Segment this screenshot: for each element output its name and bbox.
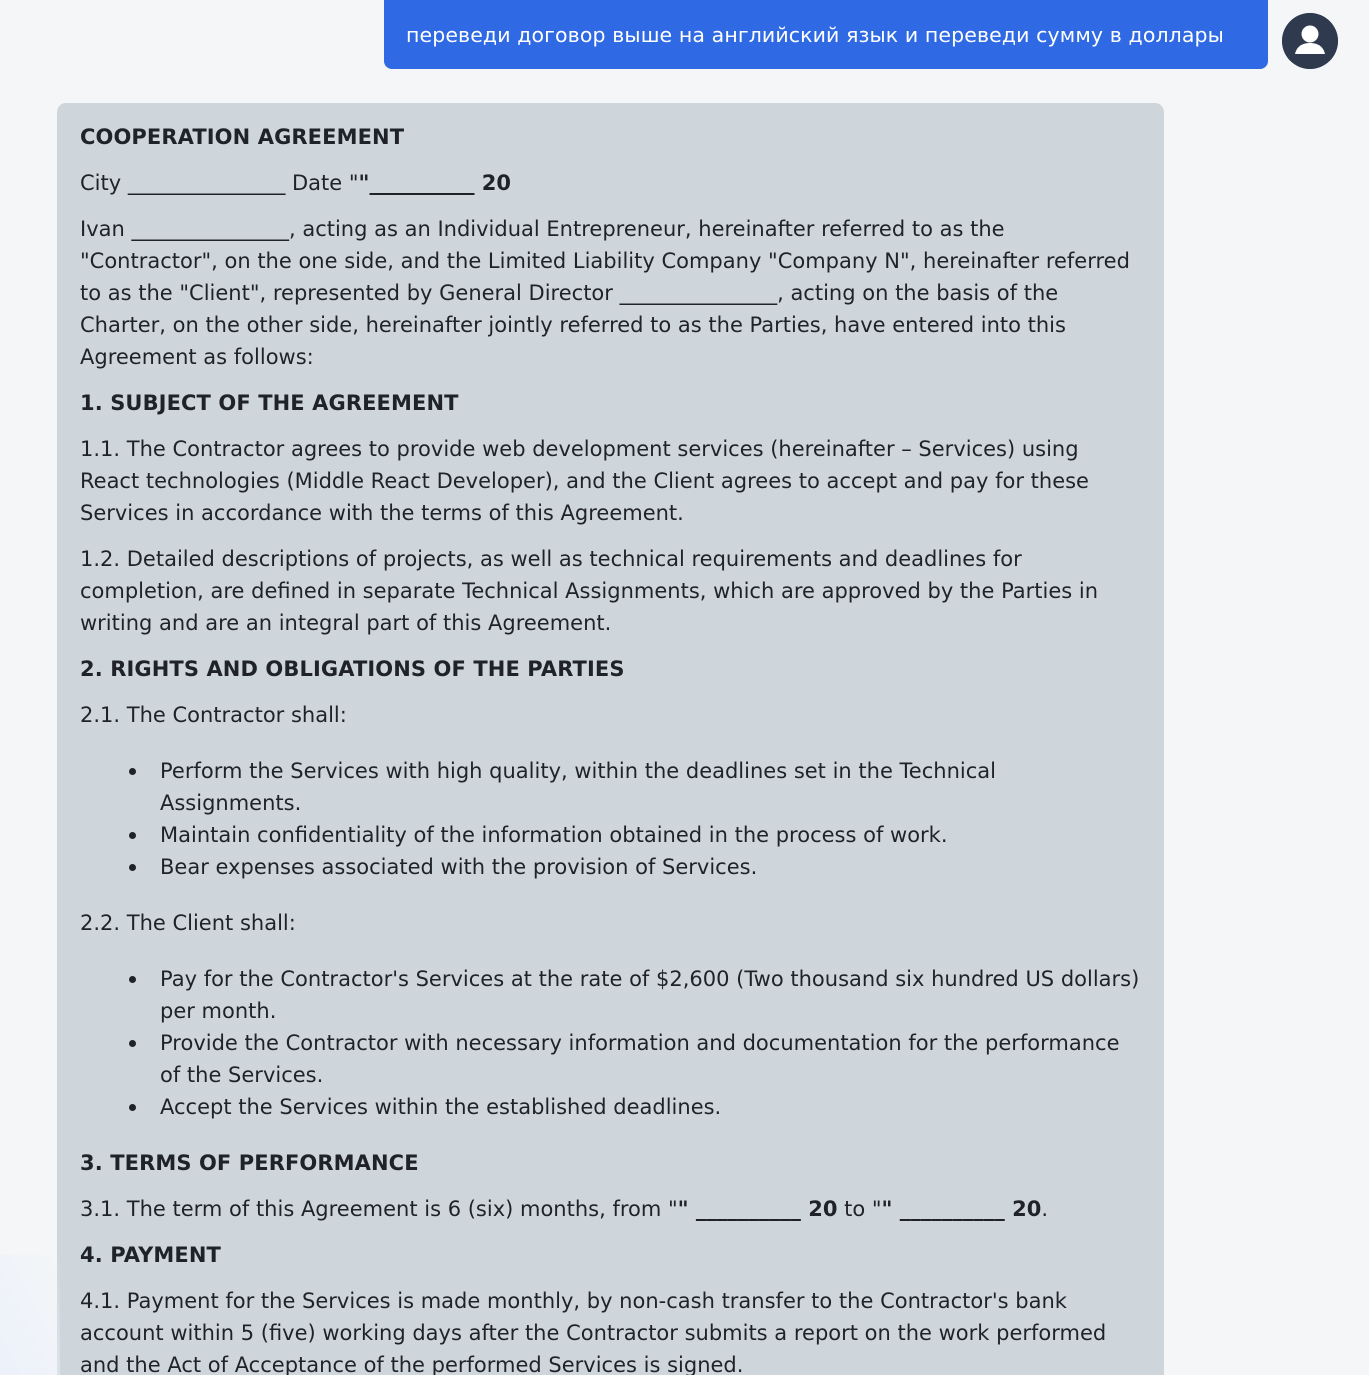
term-text-mid: to " bbox=[837, 1197, 882, 1221]
term-start-blank: " __________ 20 bbox=[677, 1197, 838, 1221]
list-item bbox=[160, 819, 1142, 851]
list-item-text: Perform the Services with high quality, within the deadlines set in the Technical Assignments. bbox=[160, 759, 996, 815]
list-item bbox=[160, 851, 1142, 883]
section-1-2: 1.2. Detailed descriptions of projects, as well as technical requirements and deadlines for completion, are defined in separate Technical Assignments, which are approved by the Parties in writing and are an integral part of this Agreement. bbox=[80, 547, 1099, 635]
section-2-2-intro: 2.2. The Client shall: bbox=[80, 911, 296, 935]
date-blank: "__________ 20 bbox=[358, 171, 512, 195]
assistant-message-bubble bbox=[57, 103, 1164, 1375]
list-item bbox=[160, 755, 1142, 819]
section-2-1-intro: 2.1. The Contractor shall: bbox=[80, 703, 347, 727]
section-2-heading: 2. RIGHTS AND OBLIGATIONS OF THE PARTIES bbox=[80, 657, 625, 681]
section-3-heading: 3. TERMS OF PERFORMANCE bbox=[80, 1151, 419, 1175]
contractor-obligations-list bbox=[80, 755, 1142, 883]
term-text-end: . bbox=[1041, 1197, 1049, 1221]
list-item-text: Accept the Services within the established deadlines. bbox=[160, 1095, 722, 1119]
list-item-text: Maintain confidentiality of the information obtained in the process of work. bbox=[160, 823, 948, 847]
city-date-line bbox=[80, 167, 1142, 199]
section-3-1 bbox=[80, 1193, 1142, 1225]
section-4-heading: 4. PAYMENT bbox=[80, 1243, 221, 1267]
list-item-text: Bear expenses associated with the provision of Services. bbox=[160, 855, 758, 879]
user-message-text: переведи договор выше на английский язык и переведи сумму в доллары bbox=[406, 22, 1224, 47]
city-label: City _______________ Date " bbox=[80, 171, 359, 195]
section-1-1: 1.1. The Contractor agrees to provide web development services (hereinafter – Services) using React technologies (Middle React Developer), and the Client agrees to accept and pay for these Services in accordance with the terms of this Agreement. bbox=[80, 437, 1089, 525]
list-item bbox=[160, 1091, 1142, 1123]
term-text-start: 3.1. The term of this Agreement is 6 (six) months, from " bbox=[80, 1197, 678, 1221]
user-message-bubble bbox=[384, 0, 1268, 69]
section-1-heading: 1. SUBJECT OF THE AGREEMENT bbox=[80, 391, 459, 415]
agreement-title: COOPERATION AGREEMENT bbox=[80, 125, 405, 149]
intro-paragraph: Ivan _______________, acting as an Individual Entrepreneur, hereinafter referred to as the "Contractor", on the one side, and the Limited Liability Company "Company N", hereinafter referred to as the "Client", represented by General Director _______________, acting on the basis of the Charter, on the other side, hereinafter jointly referred to as the Parties, have entered into this Agreement as follows: bbox=[80, 217, 1130, 369]
section-4-1: 4.1. Payment for the Services is made monthly, by non-cash transfer to the Contractor's bank account within 5 (five) working days after the Contractor submits a report on the work performed and the Act of Acceptance of the performed Services is signed. bbox=[80, 1289, 1107, 1375]
list-item-text: Provide the Contractor with necessary information and documentation for the performance of the Services. bbox=[160, 1031, 1120, 1087]
list-item bbox=[160, 963, 1142, 1027]
list-item-text: Pay for the Contractor's Services at the rate of $2,600 (Two thousand six hundred US dollars) per month. bbox=[160, 967, 1140, 1023]
term-end-blank: " __________ 20 bbox=[881, 1197, 1042, 1221]
user-avatar-icon[interactable] bbox=[1282, 13, 1338, 69]
list-item bbox=[160, 1027, 1142, 1091]
client-obligations-list bbox=[80, 963, 1142, 1123]
background-gradient bbox=[0, 1255, 60, 1375]
